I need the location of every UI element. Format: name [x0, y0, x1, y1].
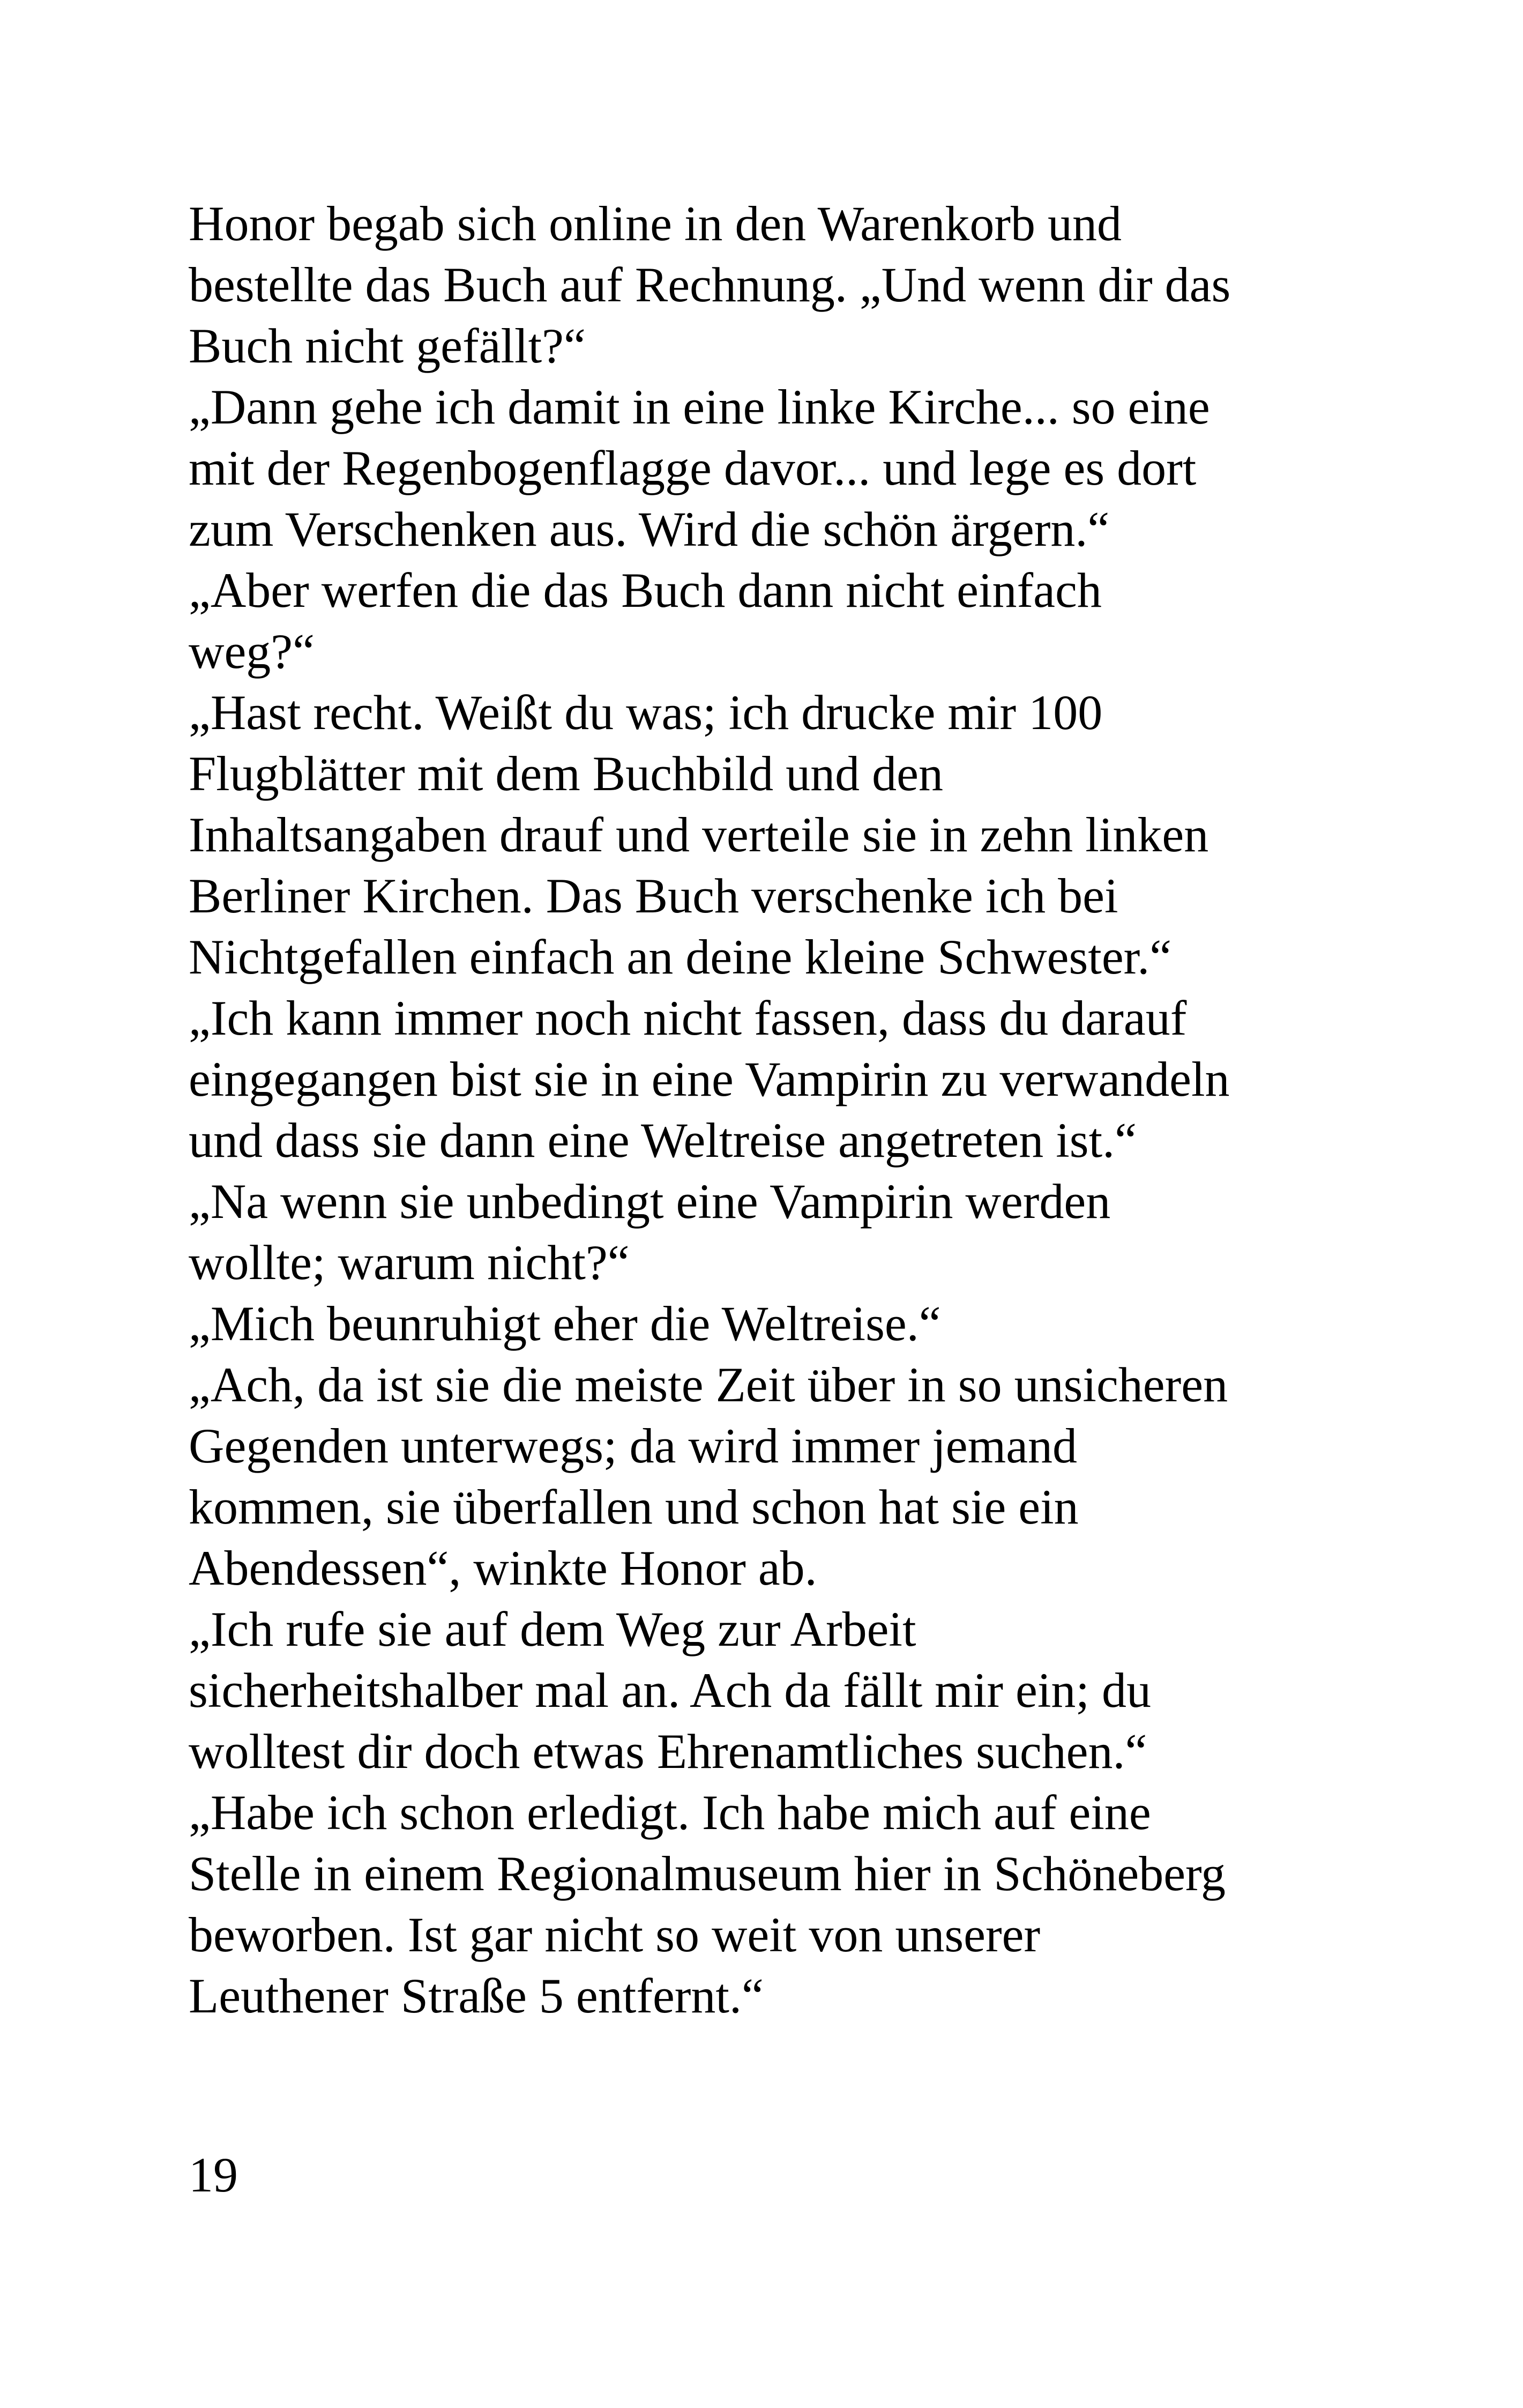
text-line: „Aber werfen die das Buch dann nicht einfach: [189, 563, 1102, 618]
text-line: „Ach, da ist sie die meiste Zeit über in so unsicheren: [189, 1357, 1228, 1412]
text-line: Honor begab sich online in den Warenkorb und: [189, 196, 1122, 251]
text-line: „Ich rufe sie auf dem Weg zur Arbeit: [189, 1602, 916, 1656]
text-line: Inhaltsangaben drauf und verteile sie in zehn linken: [189, 807, 1209, 862]
text-line: wollte; warum nicht?“: [189, 1235, 630, 1290]
text-line: wolltest dir doch etwas Ehrenamtliches suchen.“: [189, 1724, 1147, 1779]
text-line: „Dann gehe ich damit in eine linke Kirche... so eine: [189, 380, 1210, 434]
text-line: Buch nicht gefällt?“: [189, 318, 586, 373]
text-line: eingegangen bist sie in eine Vampirin zu verwandeln: [189, 1052, 1230, 1106]
text-line: Nichtgefallen einfach an deine kleine Schwester.“: [189, 930, 1172, 984]
text-line: „Ich kann immer noch nicht fassen, dass du darauf: [189, 991, 1187, 1045]
text-line: bestellte das Buch auf Rechnung. „Und wenn dir das: [189, 257, 1231, 312]
text-line: beworben. Ist gar nicht so weit von unserer: [189, 1907, 1041, 1962]
text-line: und dass sie dann eine Weltreise angetreten ist.“: [189, 1113, 1137, 1168]
text-line: „Hast recht. Weißt du was; ich drucke mir 100: [189, 685, 1103, 740]
text-line: Gegenden unterwegs; da wird immer jemand: [189, 1418, 1078, 1473]
text-line: „Na wenn sie unbedingt eine Vampirin werden: [189, 1174, 1111, 1229]
text-line: „Mich beunruhigt eher die Weltreise.“: [189, 1296, 941, 1351]
body-text: [189, 193, 1368, 2026]
text-line: Leuthener Straße 5 entfernt.“: [189, 1968, 764, 2023]
text-line: mit der Regenbogenflagge davor... und lege es dort: [189, 441, 1197, 495]
text-line: kommen, sie überfallen und schon hat sie ein: [189, 1480, 1079, 1534]
text-line: „Habe ich schon erledigt. Ich habe mich auf eine: [189, 1785, 1151, 1840]
page-number: 19: [189, 2147, 238, 2202]
text-line: Flugblätter mit dem Buchbild und den: [189, 746, 943, 801]
text-line: Abendessen“, winkte Honor ab.: [189, 1541, 817, 1595]
text-line: sicherheitshalber mal an. Ach da fällt mir ein; du: [189, 1663, 1151, 1718]
text-line: Stelle in einem Regionalmuseum hier in Schöneberg: [189, 1846, 1226, 1901]
text-line: zum Verschenken aus. Wird die schön ärgern.“: [189, 502, 1110, 556]
text-line: weg?“: [189, 624, 315, 679]
text-line: Berliner Kirchen. Das Buch verschenke ich bei: [189, 868, 1118, 923]
